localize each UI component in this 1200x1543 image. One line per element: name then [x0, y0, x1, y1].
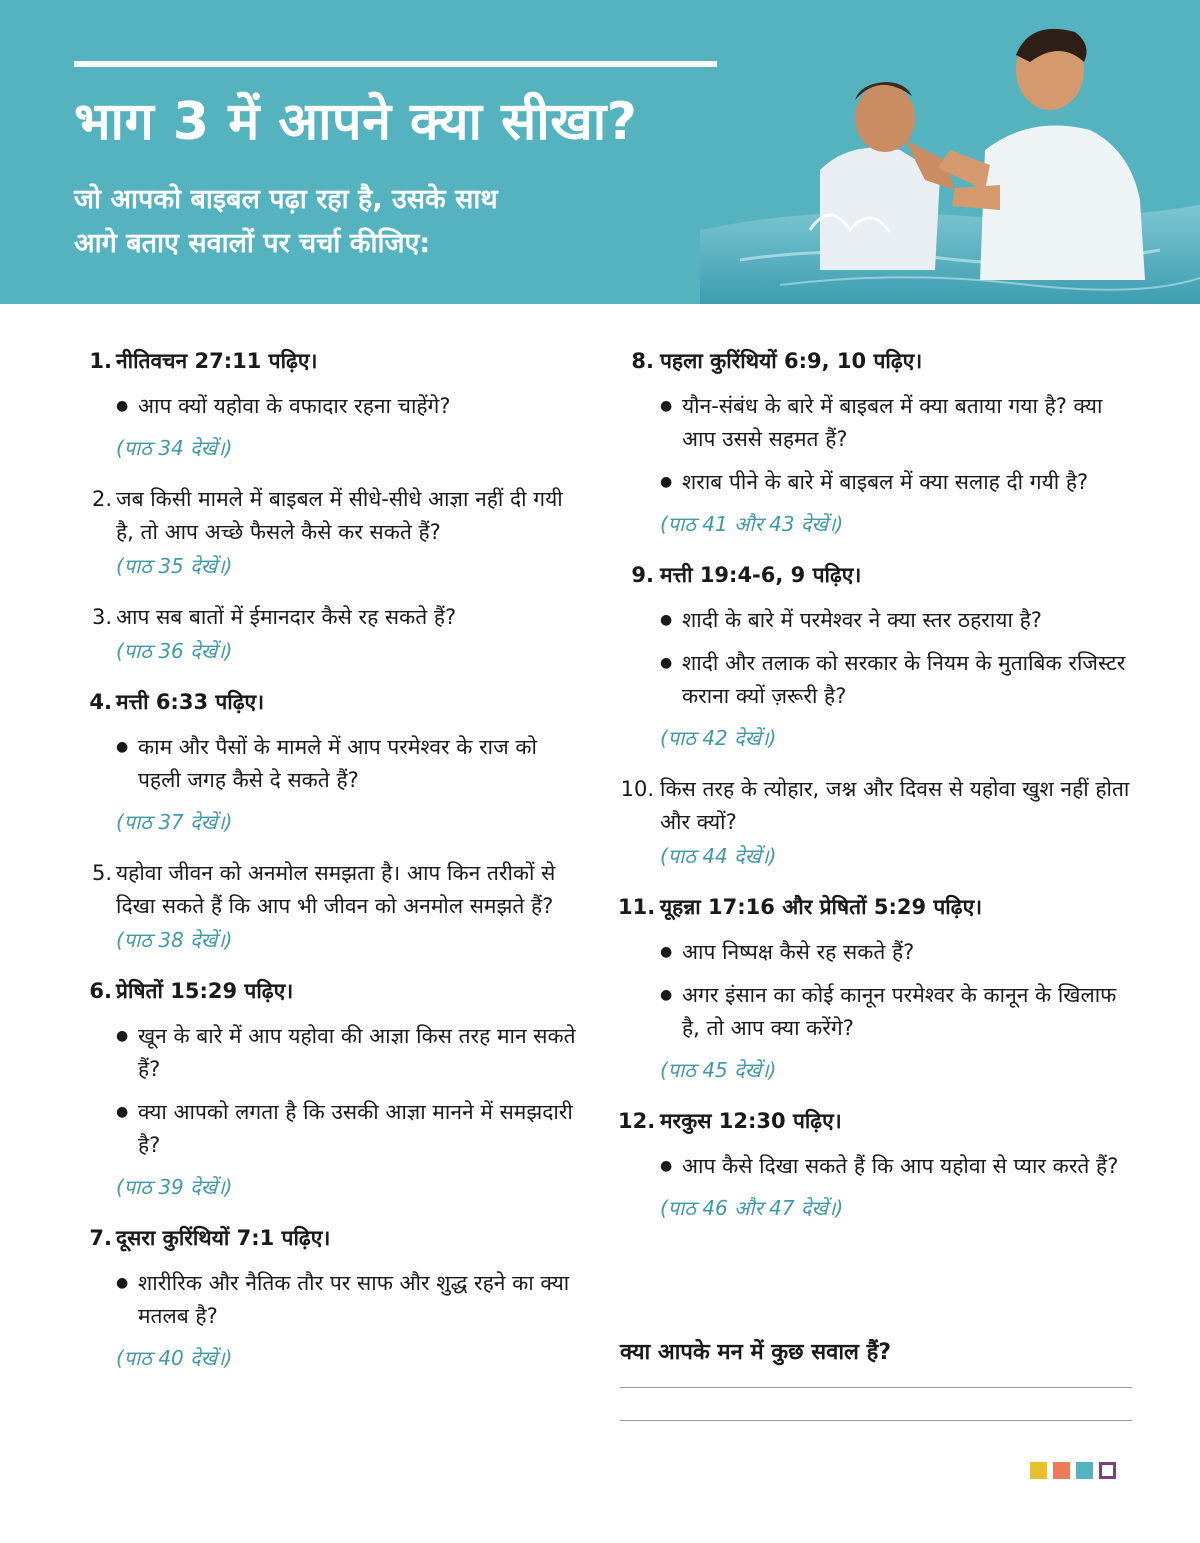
- question-text: मरकुस 12:30 पढ़िए।: [660, 1109, 842, 1133]
- question-item: [618, 345, 1138, 539]
- page-title: भाग 3 में आपने क्या सीखा?: [74, 92, 638, 152]
- question-item: [82, 1222, 582, 1373]
- question-item: [618, 1105, 1138, 1223]
- bullet-item: ● शादी के बारे में परमेश्वर ने क्या स्तर ठहराया है?: [660, 604, 1138, 637]
- question-text: मत्ती 19:4-6, 9 पढ़िए।: [660, 563, 862, 587]
- question-number: 11.: [618, 895, 656, 919]
- bullet-list: [116, 1020, 582, 1162]
- bullet-item: ● काम और पैसों के मामले में आप परमेश्वर के राज को पहली जगह कैसे दे सकते हैं?: [116, 731, 582, 797]
- square-yellow: [1030, 1462, 1047, 1479]
- bullet-item: ● आप क्यों यहोवा के वफादार रहना चाहेंगे?: [116, 390, 582, 423]
- bullet-list: [116, 731, 582, 797]
- question-item: [82, 686, 582, 837]
- question-text: मत्ती 6:33 पढ़िए।: [116, 690, 265, 714]
- question: [82, 601, 582, 666]
- bullet-item: ● अगर इंसान का कोई कानून परमेश्वर के कानून के खिलाफ है, तो आप क्या करेंगे?: [660, 979, 1138, 1045]
- question: [618, 1105, 1138, 1223]
- color-squares: [1030, 1462, 1116, 1479]
- bullet-item: ● खून के बारे में आप यहोवा की आज्ञा किस तरह मान सकते हैं?: [116, 1020, 582, 1086]
- bullet-item: ● आप कैसे दिखा सकते हैं कि आप यहोवा से प्यार करते हैं?: [660, 1150, 1138, 1183]
- bullet-item: ● शराब पीने के बारे में बाइबल में क्या सलाह दी गयी है?: [660, 466, 1138, 499]
- lesson-reference: (पाठ 45 देखें।): [660, 1058, 777, 1082]
- lesson-reference: (पाठ 40 देखें।): [116, 1346, 233, 1370]
- question-item: [82, 857, 582, 955]
- question: [82, 857, 582, 955]
- question-text: पहला कुरिंथियों 6:9, 10 पढ़िए।: [660, 349, 923, 373]
- question: [618, 345, 1138, 539]
- bullet-list: [660, 1150, 1138, 1183]
- bullet-item: ● यौन-संबंध के बारे में बाइबल में क्या बताया गया है? क्या आप उससे सहमत हैं?: [660, 390, 1138, 456]
- question-number: 12.: [618, 1109, 656, 1133]
- bullet-item: ● क्या आपको लगता है कि उसकी आज्ञा मानने में समझदारी है?: [116, 1096, 582, 1162]
- question-text: यूहन्ना 17:16 और प्रेषितों 5:29 पढ़िए।: [660, 895, 983, 919]
- question-number: 1.: [89, 349, 112, 373]
- question-number: 6.: [89, 979, 112, 1003]
- question: [618, 891, 1138, 1085]
- question-text: यहोवा जीवन को अनमोल समझता है। आप किन तरीकों से दिखा सकते हैं कि आप भी जीवन को अनमोल समझते हैं?: [116, 861, 556, 918]
- question-item: [618, 559, 1138, 753]
- question-item: [82, 601, 582, 666]
- question-number: 9.: [631, 563, 654, 587]
- bullet-item: ● शारीरिक और नैतिक तौर पर साफ और शुद्ध रहने का क्या मतलब है?: [116, 1267, 582, 1333]
- question-number: 2.: [91, 487, 112, 511]
- bullet-list: [660, 936, 1138, 1045]
- subtitle-line-2: आगे बताए सवालों पर चर्चा कीजिए:: [74, 228, 431, 259]
- question-text: आप सब बातों में ईमानदार कैसे रह सकते हैं?: [116, 605, 457, 629]
- question-number: 4.: [89, 690, 112, 714]
- question-text: दूसरा कुरिंथियों 7:1 पढ़िए।: [116, 1226, 331, 1250]
- lesson-reference: (पाठ 42 देखें।): [660, 726, 777, 750]
- header-banner: [0, 0, 1200, 304]
- answer-line-2: [620, 1420, 1132, 1421]
- square-outline-purple: [1099, 1462, 1116, 1479]
- question: [618, 559, 1138, 753]
- question: [82, 1222, 582, 1373]
- subtitle-line-1: जो आपको बाइबल पढ़ा रहा है, उसके साथ: [74, 184, 498, 215]
- lesson-reference: (पाठ 36 देखें।): [116, 639, 233, 663]
- question-text: नीतिवचन 27:11 पढ़िए।: [116, 349, 318, 373]
- question-number: 10.: [620, 777, 654, 801]
- question-number: 7.: [89, 1226, 112, 1250]
- bullet-item: ● शादी और तलाक को सरकार के नियम के मुताबिक रजिस्टर कराना क्यों ज़रूरी है?: [660, 647, 1138, 713]
- bullet-list: [660, 604, 1138, 713]
- question-number: 5.: [91, 861, 112, 885]
- page-subtitle: [74, 178, 498, 266]
- lesson-reference: (पाठ 46 और 47 देखें।): [660, 1196, 844, 1220]
- square-teal: [1076, 1462, 1093, 1479]
- bullet-list: [116, 1267, 582, 1333]
- baptism-illustration: [700, 0, 1200, 304]
- question-number: 3.: [91, 605, 112, 629]
- right-column: [618, 345, 1138, 1243]
- question: [82, 975, 582, 1202]
- lesson-reference: (पाठ 37 देखें।): [116, 810, 233, 834]
- questions-title: क्या आपके मन में कुछ सवाल हैं?: [620, 1340, 892, 1365]
- bullet-item: ● आप निष्पक्ष कैसे रह सकते हैं?: [660, 936, 1138, 969]
- question-number: 8.: [631, 349, 654, 373]
- question-text: जब किसी मामले में बाइबल में सीधे-सीधे आज्ञा नहीं दी गयी है, तो आप अच्छे फैसले कैसे कर सकते हैं?: [116, 487, 563, 544]
- answer-line-1: [620, 1387, 1132, 1388]
- question-item: [82, 975, 582, 1202]
- lesson-reference: (पाठ 34 देखें।): [116, 436, 233, 460]
- question: [82, 483, 582, 581]
- question: [82, 345, 582, 463]
- header-rule: [74, 61, 717, 67]
- lesson-reference: (पाठ 39 देखें।): [116, 1175, 233, 1199]
- question-item: [618, 773, 1138, 871]
- lesson-reference: (पाठ 44 देखें।): [660, 844, 777, 868]
- question-item: [82, 483, 582, 581]
- square-orange: [1053, 1462, 1070, 1479]
- question-text: प्रेषितों 15:29 पढ़िए।: [116, 979, 294, 1003]
- lesson-reference: (पाठ 41 और 43 देखें।): [660, 512, 844, 536]
- question: [618, 773, 1138, 871]
- lesson-reference: (पाठ 38 देखें।): [116, 928, 233, 952]
- question-text: किस तरह के त्योहार, जश्न और दिवस से यहोवा खुश नहीं होता और क्यों?: [660, 777, 1130, 834]
- question: [82, 686, 582, 837]
- question-item: [82, 345, 582, 463]
- lesson-reference: (पाठ 35 देखें।): [116, 554, 233, 578]
- left-column: [82, 345, 582, 1393]
- bullet-list: [660, 390, 1138, 499]
- bullet-list: [116, 390, 582, 423]
- question-item: [618, 891, 1138, 1085]
